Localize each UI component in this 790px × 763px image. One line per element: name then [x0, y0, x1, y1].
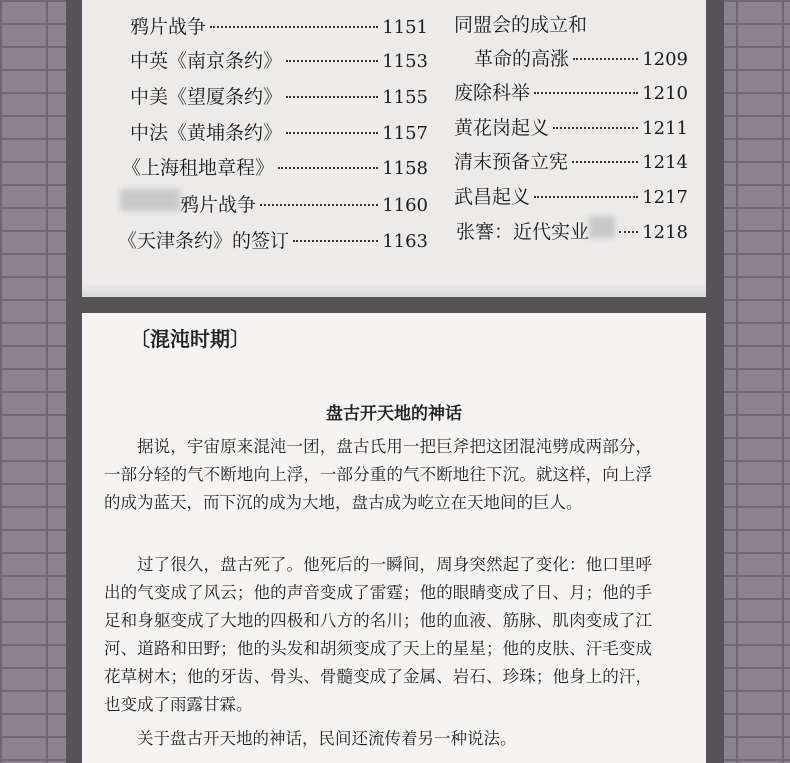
toc-entry-title: 黄花岗起义: [454, 117, 550, 139]
toc-entry: [454, 78, 688, 105]
toc-entry-page: 1160: [382, 195, 428, 216]
page-edge-shadow: [82, 283, 706, 297]
toc-leader-dots: [286, 96, 378, 98]
article-paragraph: 关于盘古开天地的神话，民间还流传着另一种说法。: [137, 729, 517, 748]
toc-entry-title: 《上海租地章程》: [122, 157, 275, 179]
toc-leader-dots: [210, 26, 378, 28]
toc-leader-dots: [572, 161, 638, 163]
toc-entry-title: 同盟会的成立和: [454, 14, 588, 36]
toc-entry-page: 1157: [382, 123, 428, 144]
toc-entry: [454, 113, 688, 140]
toc-entry-page: 1210: [642, 83, 688, 104]
toc-page: [82, 0, 706, 297]
toc-entry-title: 革命的高涨: [474, 48, 570, 70]
toc-entry-page: 1217: [642, 187, 688, 208]
toc-entry-page: 1155: [382, 87, 428, 108]
toc-leader-dots: [278, 167, 378, 169]
section-label: 〔混沌时期〕: [130, 327, 250, 351]
toc-entry-title: 中法《黄埔条约》: [130, 122, 283, 144]
toc-entry-title: 鸦片战争: [130, 16, 207, 38]
toc-leader-dots: [534, 92, 638, 94]
toc-leader-dots: [573, 58, 638, 60]
toc-entry: [454, 147, 688, 174]
toc-entry: [456, 216, 688, 244]
toc-entry: [118, 226, 428, 253]
toc-entry: [120, 189, 428, 217]
toc-entry: [454, 182, 688, 209]
toc-entry-title: 鸦片战争: [180, 194, 257, 216]
toc-leader-dots: [553, 127, 638, 129]
toc-entry-title: 废除科举: [454, 82, 531, 104]
toc-entry-page: 1153: [382, 51, 428, 72]
toc-entry: [474, 44, 688, 71]
toc-entry-title: 《天津条约》的签订: [118, 230, 290, 252]
toc-entry-title: 清末预备立宪: [454, 151, 569, 173]
toc-entry: [130, 118, 428, 145]
blurred-region: [589, 216, 615, 238]
article-paragraph: 过了很久，盘古死了。他死后的一瞬间，周身突然起了变化：他口里呼出的气变成了风云；他的声音变成了雷霆；他的眼睛变成了日、月；他的手足和身躯变成了大地的四极和八方的名川；他的血液、筋脉、肌肉变成了江河、道路和田野；他的头发和胡须变成了天上的星星；他的皮肤、汗毛变成花草树木；他的牙齿、骨头、骨髓变成了金属、岩石、珍珠；他身上的汗，也变成了雨露甘霖。: [104, 555, 652, 714]
toc-entry: [130, 82, 428, 109]
toc-entry-title: 武昌起义: [454, 186, 531, 208]
toc-entry-page: 1218: [642, 222, 688, 243]
toc-entry: [130, 46, 428, 73]
toc-leader-dots: [534, 196, 638, 198]
toc-entry-page: 1214: [642, 152, 688, 173]
toc-entry-page: 1151: [382, 17, 428, 38]
toc-entry-title: 张謇：近代实业: [456, 221, 590, 243]
toc-entry-page: 1158: [382, 158, 428, 179]
toc-entry: [130, 12, 428, 39]
toc-leader-dots: [286, 60, 378, 62]
toc-entry: [122, 153, 428, 180]
article-page: [82, 313, 706, 763]
toc-entry-title: 中美《望厦条约》: [130, 86, 283, 108]
toc-leader-dots: [619, 231, 638, 233]
article-paragraph: 据说，宇宙原来混沌一团，盘古氏用一把巨斧把这团混沌劈成两部分，一部分轻的气不断地向上浮，一部分重的气不断地往下沉。就这样，向上浮的成为蓝天，而下沉的成为大地，盘古成为屹立在天地间的巨人。: [104, 437, 652, 512]
toc-entry-page: 1211: [642, 118, 688, 139]
toc-entry-title: 中英《南京条约》: [130, 50, 283, 72]
blurred-region: [120, 189, 180, 211]
toc-leader-dots: [286, 132, 378, 134]
toc-leader-dots: [260, 204, 378, 206]
article-title: 盘古开天地的神话: [326, 404, 462, 424]
toc-leader-dots: [293, 240, 378, 242]
toc-entry-page: 1163: [382, 231, 428, 252]
toc-entry-page: 1209: [642, 49, 688, 70]
